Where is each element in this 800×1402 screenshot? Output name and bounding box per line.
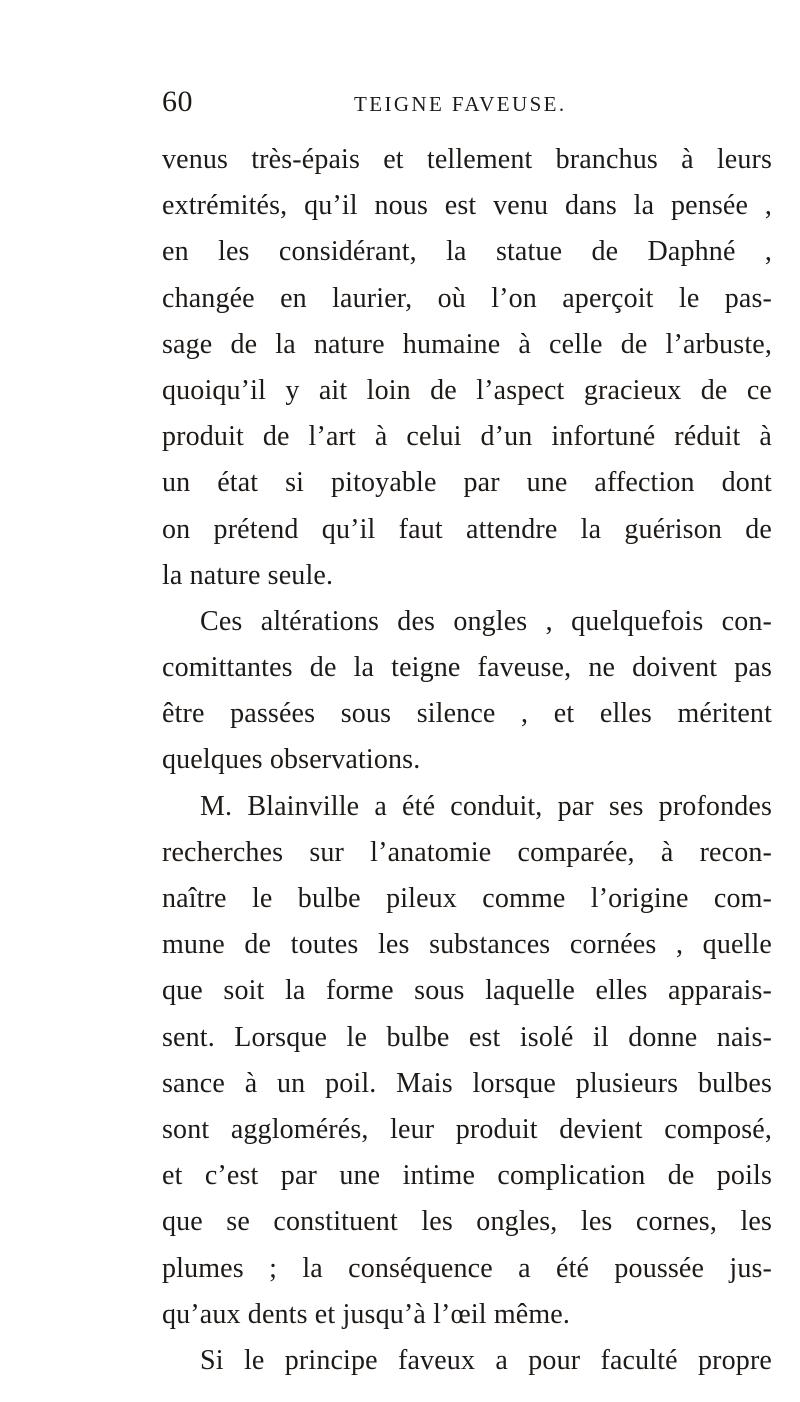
text-line: extrémités, qu’il nous est venu dans la pensée ,	[162, 190, 772, 222]
text-line: sent. Lorsque le bulbe est isolé il donne nais-	[162, 1021, 772, 1053]
paragraph-start-line: M. Blainville a été conduit, par ses profondes	[200, 790, 772, 822]
text-line: comittantes de la teigne faveuse, ne doivent pas	[162, 652, 772, 684]
body-text	[162, 137, 772, 1384]
text-line: on prétend qu’il faut attendre la guérison de	[162, 513, 772, 545]
text-line: sance à un poil. Mais lorsque plusieurs bulbes	[162, 1067, 772, 1099]
text-line: être passées sous silence , et elles méritent	[162, 698, 772, 730]
text-line: un état si pitoyable par une affection dont	[162, 467, 772, 499]
text-line: mune de toutes les substances cornées , quelle	[162, 929, 772, 961]
text-line: que se constituent les ongles, les cornes, les	[162, 1206, 772, 1238]
text-line: naître le bulbe pileux comme l’origine com-	[162, 883, 772, 914]
paragraph-end-line: la nature seule.	[162, 559, 334, 591]
page-header	[162, 82, 772, 122]
paragraph-end-line: qu’aux dents et jusqu’à l’œil même.	[162, 1298, 571, 1330]
text-line: produit de l’art à celui d’un infortuné réduit à	[162, 421, 772, 453]
running-title: TEIGNE FAVEUSE.	[354, 92, 567, 116]
page-number: 60	[162, 85, 193, 118]
paragraph-start-line: Si le principe faveux a pour faculté propre	[200, 1344, 772, 1376]
text-line: quoiqu’il y ait loin de l’aspect gracieux de ce	[162, 374, 772, 406]
text-line: sont agglomérés, leur produit devient composé,	[162, 1113, 772, 1145]
text-line: que soit la forme sous laquelle elles apparais-	[162, 975, 772, 1007]
text-line: recherches sur l’anatomie comparée, à recon-	[162, 836, 772, 868]
text-line: en les considérant, la statue de Daphné ,	[162, 236, 772, 268]
text-line: changée en laurier, où l’on aperçoit le pas-	[162, 282, 772, 314]
text-line: et c’est par une intime complication de poils	[162, 1160, 772, 1192]
text-line: venus très-épais et tellement branchus à leurs	[162, 144, 772, 175]
text-line: plumes ; la conséquence a été poussée jus-	[162, 1252, 772, 1284]
paragraph-start-line: Ces altérations des ongles , quelquefois con-	[200, 605, 772, 637]
text-line: sage de la nature humaine à celle de l’arbuste,	[162, 328, 772, 360]
paragraph-end-line: quelques observations.	[162, 744, 421, 776]
